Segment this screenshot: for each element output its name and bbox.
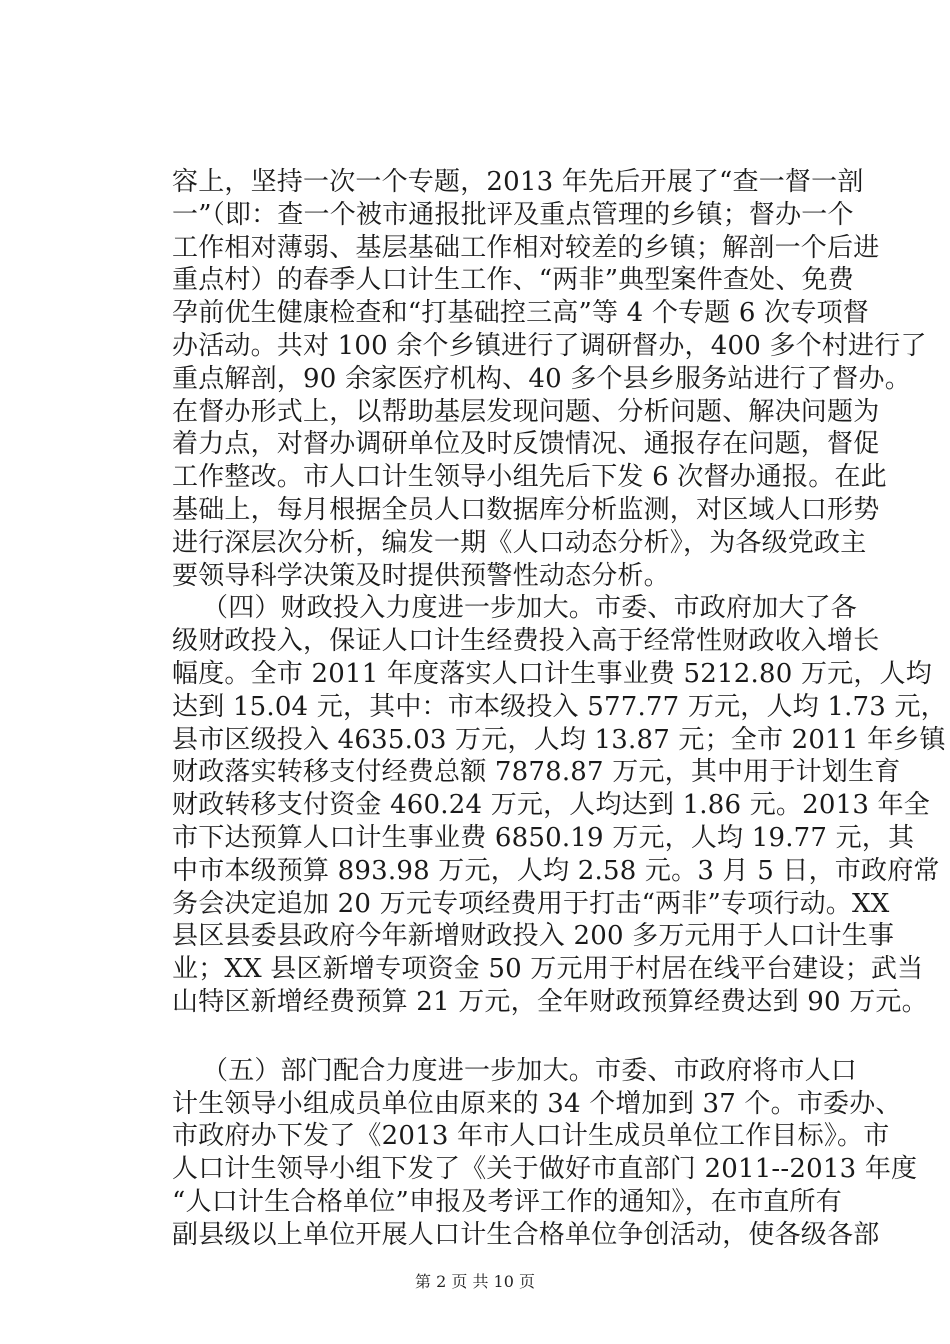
text-line: 一”（即：查一个被市通报批评及重点管理的乡镇；督办一个 xyxy=(172,199,854,230)
text-line: 着力点，对督办调研单位及时反馈情况、通报存在问题，督促 xyxy=(172,429,880,460)
text-line: 山特区新增经费预算 21 万元，全年财政预算经费达到 90 万元。 xyxy=(172,986,928,1017)
page-number-footer: 第 2 页 共 10 页 xyxy=(415,1272,535,1291)
text-line: 工作相对薄弱、基层基础工作相对较差的乡镇；解剖一个后进 xyxy=(172,232,880,263)
text-line: 幅度。全市 2011 年度落实人口计生事业费 5212.80 万元，人均 xyxy=(172,658,932,689)
text-line: 市下达预算人口计生事业费 6850.19 万元，人均 19.77 元，其 xyxy=(172,822,915,853)
paragraph-spacer xyxy=(172,1019,842,1055)
text-line: 副县级以上单位开展人口计生合格单位争创活动，使各级各部 xyxy=(172,1219,880,1250)
text-line: 计生领导小组成员单位由原来的 34 个增加到 37 个。市委办、 xyxy=(172,1088,902,1119)
text-line: 市政府办下发了《2013 年市人口计生成员单位工作目标》。市 xyxy=(172,1121,890,1152)
paragraph-finance xyxy=(172,592,947,1018)
text-line: 人口计生领导小组下发了《关于做好市直部门 2011--2013 年度 xyxy=(172,1154,918,1185)
text-line: 务会决定追加 20 万元专项经费用于打击“两非”专项行动。XX xyxy=(172,888,890,919)
text-line: “人口计生合格单位”申报及考评工作的通知》，在市直所有 xyxy=(172,1186,842,1217)
text-line: 基础上，每月根据全员人口数据库分析监测，对区域人口形势 xyxy=(172,494,880,525)
text-line: 级财政投入，保证人口计生经费投入高于经常性财政收入增长 xyxy=(172,626,880,657)
text-line: 办活动。共对 100 余个乡镇进行了调研督办，400 多个村进行了 xyxy=(172,330,927,361)
text-line: （四）财政投入力度进一步加大。市委、市政府加大了各 xyxy=(202,593,858,624)
text-line: 财政落实转移支付经费总额 7878.87 万元，其中用于计划生育 xyxy=(172,757,901,788)
text-line: 容上，坚持一次一个专题，2013 年先后开展了“查一督一剖 xyxy=(172,167,864,197)
text-line: 县区县委县政府今年新增财政投入 200 多万元用于人口计生事 xyxy=(172,921,895,952)
text-line: 财政转移支付资金 460.24 万元，人均达到 1.86 元。2013 年全 xyxy=(172,790,930,821)
text-line: 要领导科学决策及时提供预警性动态分析。 xyxy=(172,560,670,591)
text-line: 在督办形式上，以帮助基层发现问题、分析问题、解决问题为 xyxy=(172,396,880,427)
text-line: 中市本级预算 893.98 万元，人均 2.58 元。3 月 5 日，市政府常 xyxy=(172,855,940,886)
text-line: 达到 15.04 元，其中：市本级投入 577.77 万元，人均 1.73 元， xyxy=(172,691,947,722)
text-line: 进行深层次分析，编发一期《人口动态分析》，为各级党政主 xyxy=(172,527,867,558)
text-line: 业；XX 县区新增专项资金 50 万元用于村居在线平台建设；武当 xyxy=(172,954,924,985)
text-line: 工作整改。市人口计生领导小组先后下发 6 次督办通报。在此 xyxy=(172,462,887,493)
text-line: （五）部门配合力度进一步加大。市委、市政府将市人口 xyxy=(202,1055,858,1086)
text-line: 重点村）的春季人口计生工作、“两非”典型案件查处、免费 xyxy=(172,265,854,296)
text-line: 孕前优生健康检查和“打基础控三高”等 4 个专题 6 次专项督 xyxy=(172,298,869,329)
paragraph-supervision xyxy=(172,166,927,592)
paragraph-departments xyxy=(172,1055,918,1252)
document-body xyxy=(172,166,947,1252)
text-line: 县市区级投入 4635.03 万元，人均 13.87 元；全市 2011 年乡镇 xyxy=(172,724,946,755)
text-line: 重点解剖，90 余家医疗机构、40 多个县乡服务站进行了督办。 xyxy=(172,363,911,394)
